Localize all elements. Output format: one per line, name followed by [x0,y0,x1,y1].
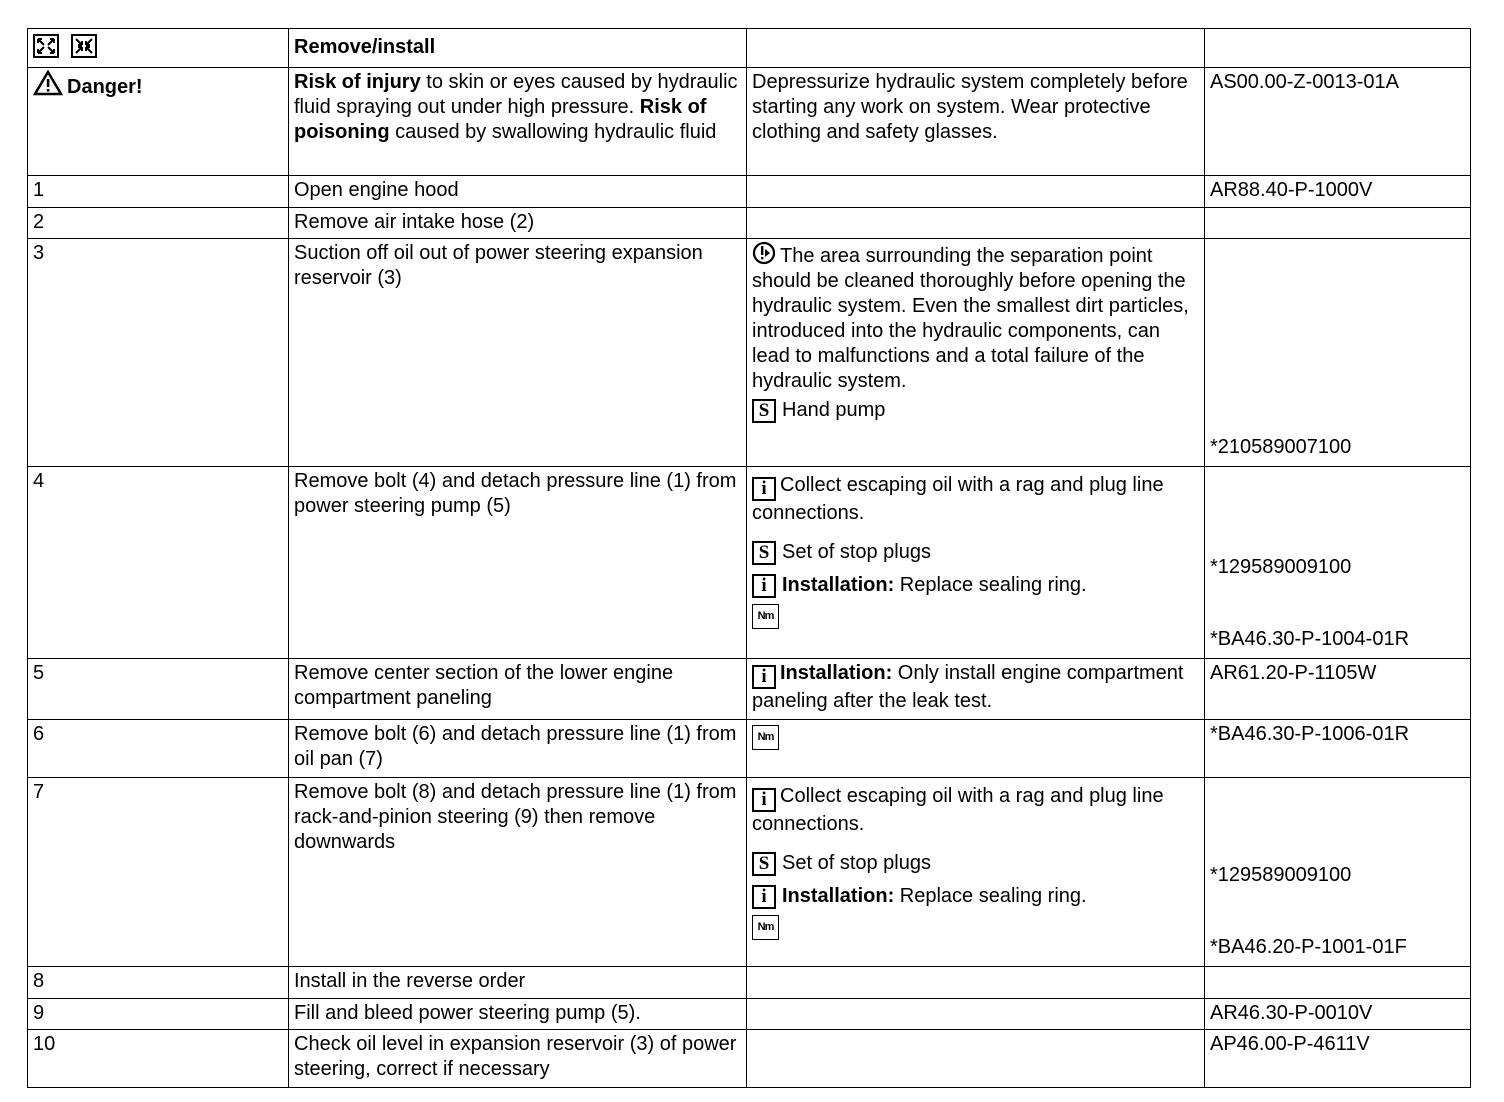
header-empty-cell [747,29,1205,68]
install-text: Replace sealing ring. [894,885,1087,907]
step-note [747,208,1205,239]
tool-ref[interactable]: *210589007100 [1210,436,1352,458]
special-tool-icon: S [752,541,776,565]
danger-note: Depressurize hydraulic system completely before starting any work on system. Wear protective clothing and safety glasses. [747,68,1205,176]
step-note-cell [747,467,1205,659]
info-note: Collect escaping oil with a rag and plug line connections. [752,785,1164,835]
step-ref-cell [1205,778,1471,967]
step-text: Remove center section of the lower engine compartment paneling [289,659,747,720]
danger-risk-cell [289,68,747,176]
tool-name: Set of stop plugs [782,852,931,874]
step-text: Remove air intake hose (2) [289,208,747,239]
install-label: Installation: [782,885,895,907]
torque-nm-icon: Nm [752,725,779,750]
table-row [28,778,1471,967]
step-number: 7 [28,778,289,967]
info-note: Collect escaping oil with a rag and plug line connections. [752,474,1164,524]
step-ref [1205,967,1471,999]
note-circle-icon [752,241,776,265]
install-label: Installation: [782,574,895,596]
info-icon: i [752,885,776,909]
step-note [747,999,1205,1030]
step-number: 6 [28,720,289,778]
step-note-cell [747,720,1205,778]
step-note [747,176,1205,208]
info-icon: i [752,477,776,501]
risk-poisoning-label: Risk of poisoning [294,96,707,143]
procedure-table [27,28,1471,1088]
step-note-cell [747,778,1205,967]
step-number: 1 [28,176,289,208]
tool-line [752,851,1199,876]
risk-poisoning-text: caused by swallowing hydraulic fluid [389,121,717,143]
step-note-cell [747,239,1205,467]
step-text: Open engine hood [289,176,747,208]
table-row [28,467,1471,659]
step-text: Remove bolt (4) and detach pressure line (1) from [294,470,737,492]
table-row [28,659,1471,720]
info-icon: i [752,665,776,689]
risk-injury-text: to skin or eyes caused by hydraulic fluid spraying out under high pressure. [294,71,738,118]
step-ref[interactable]: AR88.40-P-1000V [1205,176,1471,208]
step-note [747,967,1205,999]
tool-ref[interactable]: *129589009100 [1210,864,1352,886]
danger-label: Danger! [67,76,143,98]
step-number: 10 [28,1030,289,1088]
tool-name: Set of stop plugs [782,541,931,563]
step-number: 5 [28,659,289,720]
step-ref-cell [1205,467,1471,659]
step-text: Install in the reverse order [289,967,747,999]
torque-line [752,604,1199,629]
install-text: Replace sealing ring. [894,574,1087,596]
table-row [28,208,1471,239]
step-number: 9 [28,999,289,1030]
tool-line [752,540,1199,565]
install-line [752,884,1199,909]
step-text: Remove bolt (8) and detach pressure line (1) from rack-and-pinion steering (9) then remove downwards [289,778,747,967]
step-note [747,1030,1205,1088]
warning-triangle-icon [33,70,63,96]
step-ref[interactable]: *BA46.30-P-1006-01R [1205,720,1471,778]
step-ref-cell [1205,239,1471,467]
tool-ref[interactable]: *129589009100 [1210,556,1352,578]
step-number: 4 [28,467,289,659]
step-number: 3 [28,239,289,467]
step-text-cell [289,467,747,659]
expand-arrows-icon[interactable] [33,34,59,58]
step-number: 2 [28,208,289,239]
install-text: Only install engine compartment paneling after the leak test. [752,662,1184,712]
torque-nm-icon: Nm [752,604,779,629]
collapse-arrows-icon[interactable] [71,34,97,58]
torque-nm-icon: Nm [752,915,779,940]
step-text-continued: power steering pump (5) [294,495,511,517]
header-title: Remove/install [289,29,747,68]
step-text: Fill and bleed power steering pump (5). [289,999,747,1030]
danger-ref[interactable]: AS00.00-Z-0013-01A [1205,68,1471,176]
torque-line [752,915,1199,940]
table-row [28,999,1471,1030]
tool-line [752,398,1199,423]
table-header-row [28,29,1471,68]
step-number: 8 [28,967,289,999]
special-tool-icon: S [752,399,776,423]
step-text: Check oil level in expansion reservoir (3) of power steering, correct if necessary [289,1030,747,1088]
torque-ref[interactable]: *BA46.30-P-1004-01R [1210,628,1410,650]
table-row [28,967,1471,999]
table-row [28,720,1471,778]
risk-injury-label: Risk of injury [294,71,421,93]
install-line [752,573,1199,598]
install-label: Installation: [780,662,893,684]
info-icon: i [752,788,776,812]
tool-name: Hand pump [782,399,886,421]
step-note-cell [747,659,1205,720]
step-text: Remove bolt (6) and detach pressure line (1) from oil pan (7) [289,720,747,778]
step-ref[interactable]: AR46.30-P-0010V [1205,999,1471,1030]
table-row [28,239,1471,467]
danger-row [28,68,1471,176]
torque-ref[interactable]: *BA46.20-P-1001-01F [1210,936,1407,958]
step-ref [1205,208,1471,239]
step-ref[interactable]: AP46.00-P-4611V [1205,1030,1471,1088]
special-tool-icon: S [752,852,776,876]
table-row [28,1030,1471,1088]
step-text: Suction off oil out of power steering expansion reservoir (3) [289,239,747,467]
info-icon: i [752,574,776,598]
step-ref[interactable]: AR61.20-P-1105W [1205,659,1471,720]
cleanliness-note: The area surrounding the separation point should be cleaned thoroughly before opening the hydraulic system. Even the smallest dirt particles, introduced into the hydraulic components, can lead to malfunctions and a total failure of the hydraulic system. [752,245,1189,392]
danger-label-cell [28,68,289,176]
header-empty-cell [1205,29,1471,68]
table-row [28,176,1471,208]
header-icons-cell [28,29,289,68]
